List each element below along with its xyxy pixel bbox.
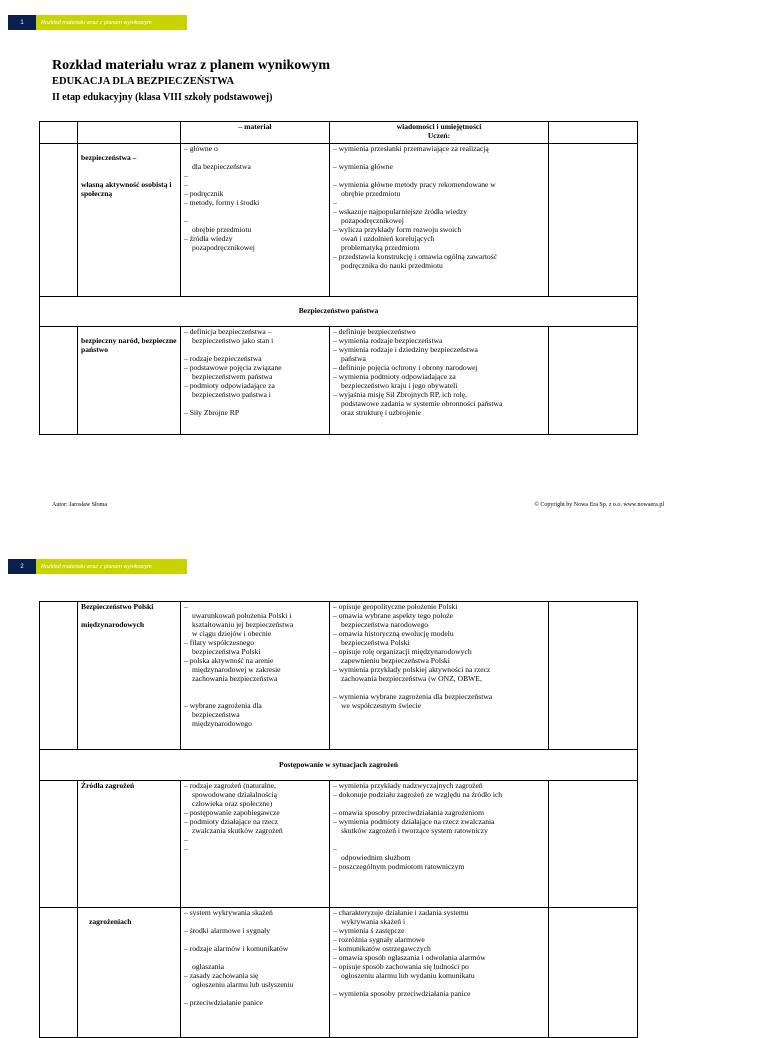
cell-line: – wymienia sposoby przeciwdziałania panice bbox=[333, 989, 471, 998]
cell-line: – wymienia główne metody pracy rekomendowane w bbox=[333, 180, 496, 189]
topic-cell: Źródła zagrożeń bbox=[78, 781, 181, 908]
cell-line: – dokonuje podziału zagrożeń ze względu na źródło ich bbox=[333, 790, 503, 799]
table-row bbox=[40, 144, 638, 297]
cell-line: – przedstawia konstrukcję i omawia ogólną zawartość bbox=[333, 252, 498, 261]
cell-line: – wymienia rodzaje i dziedziny bezpieczeństwa bbox=[333, 345, 478, 354]
cell-line: zwalczania skutków zagrożeń bbox=[192, 826, 283, 835]
cell-line: bezpieczeństwa narodowego bbox=[341, 620, 429, 629]
cell-line: pozapodręcznikowej bbox=[341, 216, 404, 225]
cell-line: – opisuje rolę organizacji międzynarodowych bbox=[333, 647, 472, 656]
cell-line: problematyką przedmiotu bbox=[341, 243, 420, 252]
cell-line bbox=[184, 208, 326, 217]
cell-line: – polska aktywność na arenie bbox=[184, 656, 274, 665]
cell-line: pozapodręcznikowej bbox=[192, 243, 255, 252]
cell-line: – wymienia ś zastępcze bbox=[333, 926, 405, 935]
document-title: Rozkład materiału wraz z planem wynikowym bbox=[52, 58, 331, 73]
cell-line: – Siły Zbrojne RP bbox=[184, 408, 240, 417]
cell-line: – zasady zachowania się bbox=[184, 971, 259, 980]
skills-cell bbox=[330, 602, 549, 750]
page-number-2: 2 bbox=[8, 559, 36, 574]
skills-cell bbox=[330, 144, 549, 297]
topic-cell: zagrożeniach bbox=[78, 908, 181, 1038]
cell-line: podręcznika do nauki przedmiotu bbox=[341, 261, 443, 270]
cell-line: w ciągu dziejów i obecnie bbox=[192, 629, 272, 638]
cell-line: zachowania bezpieczeństwa (w ONZ, OBWE, bbox=[341, 674, 482, 683]
cell-line: kształtowaniu jej bezpieczeństwa bbox=[192, 620, 294, 629]
cell-line: – przeciwdziałanie panice bbox=[184, 998, 263, 1007]
cell-line: – rozróżnia sygnały alarmowe bbox=[333, 935, 425, 944]
skills-cell bbox=[330, 781, 549, 908]
cell-line: bezpieczeństwem państwa bbox=[192, 372, 273, 381]
document-subtitle: EDUKACJA DLA BEZPIECZEŃSTWA bbox=[52, 76, 235, 87]
cell-line: obrębie przedmiotu bbox=[341, 189, 401, 198]
material-cell bbox=[181, 908, 330, 1038]
cell-line: owań i uzdolnień korelujących bbox=[341, 234, 435, 243]
cell-line: – wymienia podmioty działające na rzecz zwalczania bbox=[333, 817, 495, 826]
cell-line: – środki alarmowe i sygnały bbox=[184, 926, 271, 935]
cell-line: – bbox=[184, 602, 188, 611]
section-row bbox=[40, 750, 638, 781]
skills-cell bbox=[330, 327, 549, 435]
cell-line: państwa bbox=[341, 354, 366, 363]
cell-line: międzynarodowego bbox=[192, 719, 252, 728]
cell-line: bezpieczeństwa Polski bbox=[192, 647, 261, 656]
material-cell bbox=[181, 327, 330, 435]
page-header-band-2 bbox=[8, 559, 187, 574]
table-header-row bbox=[40, 122, 638, 144]
cell-line: wykrywania skażeń i bbox=[341, 917, 406, 926]
cell-line: odpowiednim służbom bbox=[341, 853, 411, 862]
cell-line: – rodzaje bezpieczeństwa bbox=[184, 354, 262, 363]
cell-line: podstawowe zadania w systemie obronności państwa bbox=[341, 399, 503, 408]
table-row bbox=[40, 602, 638, 750]
cell-line: – wylicza przykłady form rozwoju swoich bbox=[333, 225, 462, 234]
cell-line: – bbox=[333, 198, 337, 207]
cell-line: oraz strukturę i uzbrojenie bbox=[341, 408, 421, 417]
cell-line: ogłaszania bbox=[192, 962, 225, 971]
cell-line: – wymienia przesłanki przemawiające za realizacją bbox=[333, 144, 489, 153]
cell-line: – definiuje bezpieczeństwo bbox=[333, 327, 416, 336]
footer-author: Autor: Jarosław Słoma bbox=[52, 502, 107, 508]
cell-line: bezpieczeństwo jako stan i bbox=[192, 336, 274, 345]
cell-line: międzynarodowej w zakresie bbox=[192, 665, 281, 674]
topic-cell: Bezpieczeństwo Polski międzynarodowych bbox=[78, 602, 181, 750]
page-header-band bbox=[8, 15, 187, 30]
cell-line: – podstawowe pojęcia związane bbox=[184, 363, 282, 372]
cell-line: – bbox=[184, 180, 188, 189]
cell-line: – wymienia podmioty odpowiadające za bbox=[333, 372, 456, 381]
cell-line: – wybrane zagrożenia dla bbox=[184, 701, 262, 710]
cell-line: – charakteryzuje działanie i zadania systemu bbox=[333, 908, 469, 917]
cell-line: – źródła wiedzy bbox=[184, 234, 233, 243]
cell-line: – wymienia wybrane zagrożenia dla bezpieczeństwa bbox=[333, 692, 493, 701]
header-title: Rozkład materiału wraz z planem wynikowym bbox=[36, 15, 187, 30]
cell-line: – filary współczesnego bbox=[184, 638, 255, 647]
cell-line: we współczesnym świecie bbox=[341, 701, 422, 710]
cell-line: bezpieczeństwo państwa i bbox=[192, 390, 271, 399]
section-heading: Bezpieczeństwo państwa bbox=[40, 297, 638, 327]
cell-line bbox=[184, 684, 326, 693]
cell-line: ogłoszeniu alarmu lub wydaniu komunikatu bbox=[341, 971, 475, 980]
cell-line: – omawia sposób ogłaszania i odwołania alarmów bbox=[333, 953, 486, 962]
table-row bbox=[40, 327, 638, 435]
material-cell bbox=[181, 781, 330, 908]
cell-line bbox=[333, 836, 545, 845]
header-skills: wiadomości i umiejętności Uczeń: bbox=[330, 122, 549, 144]
cell-line: – wskazuje najpopularniejsze źródła wiedzy bbox=[333, 207, 468, 216]
cell-line: człowieka oraz społeczne) bbox=[192, 799, 273, 808]
section-heading: Postępowanie w sytuacjach zagrożeń bbox=[40, 750, 638, 781]
cell-line: – opisuje geopolityczne położenie Polski bbox=[333, 602, 458, 611]
footer-copyright: © Copyright by Nowa Era Sp. z o.o. www.nowaera.pl bbox=[534, 502, 664, 508]
cell-line: bezpieczeństwa bbox=[192, 710, 240, 719]
cell-line: – rodzaje zagrożeń (naturalne, bbox=[184, 781, 276, 790]
cell-line: – podręcznik bbox=[184, 189, 224, 198]
section-row bbox=[40, 297, 638, 327]
header-title-2: Rozkład materiału wraz z planem wynikowym bbox=[36, 559, 187, 574]
cell-line: – omawia wybrane aspekty tego położe bbox=[333, 611, 453, 620]
cell-line: – bbox=[184, 844, 188, 853]
cell-line: – komunikatów ostrzegawczych bbox=[333, 944, 431, 953]
table-row bbox=[40, 781, 638, 908]
cell-line: zapewnieniu bezpieczeństwa Polski bbox=[341, 656, 450, 665]
cell-line: bezpieczeństwa Polski bbox=[341, 638, 410, 647]
cell-line: spowodowane działalnością bbox=[192, 790, 277, 799]
cell-line: bezpieczeństwo kraju i jego obywateli bbox=[341, 381, 458, 390]
table-row bbox=[40, 908, 638, 1038]
cell-line: – wymienia przykłady polskiej aktywności na rzecz bbox=[333, 665, 491, 674]
cell-line: – podmioty odpowiadające za bbox=[184, 381, 275, 390]
cell-line: – metody, formy i środki bbox=[184, 198, 260, 207]
header-material: – materiał bbox=[181, 122, 330, 144]
plan-table-page1 bbox=[39, 121, 638, 435]
cell-line: – bbox=[333, 844, 337, 853]
cell-line: – wymienia przykłady nadzwyczajnych zagrożeń bbox=[333, 781, 483, 790]
page-number: 1 bbox=[8, 15, 36, 30]
cell-line: – wymienia główne bbox=[333, 162, 393, 171]
cell-line: – bbox=[184, 216, 188, 225]
cell-line: uwarunkowań położenia Polski i bbox=[192, 611, 292, 620]
cell-line: – poszczególnym podmiotom ratowniczym bbox=[333, 862, 465, 871]
document-subtitle-stage: II etap edukacyjny (klasa VIII szkoły podstawowej) bbox=[52, 92, 273, 103]
cell-line: – omawia sposoby przeciwdziałania zagrożeniom bbox=[333, 808, 484, 817]
cell-line: zachowania bezpieczeństwa bbox=[192, 674, 278, 683]
cell-line: – definicja bezpieczeństwa – bbox=[184, 327, 272, 336]
cell-line: – omawia historyczną ewolucję modelu bbox=[333, 629, 454, 638]
cell-line: – bbox=[184, 171, 188, 180]
plan-table-page2 bbox=[39, 601, 638, 1038]
cell-line: – bbox=[184, 835, 188, 844]
cell-line: – postępowanie zapobiegawcze bbox=[184, 808, 280, 817]
cell-line: – podmioty działające na rzecz bbox=[184, 817, 279, 826]
cell-line: ogłoszeniu alarmu lub usłyszeniu bbox=[192, 980, 294, 989]
cell-line: obrębie przedmiotu bbox=[192, 225, 252, 234]
cell-line: – opisuje sposób zachowania się ludności po bbox=[333, 962, 469, 971]
material-cell bbox=[181, 602, 330, 750]
cell-line: – definiuje pojęcia ochrony i obrony narodowej bbox=[333, 363, 478, 372]
cell-line: dla bezpieczeństwa bbox=[192, 162, 251, 171]
skills-cell bbox=[330, 908, 549, 1038]
topic-cell: bezpieczny naród, bezpieczne państwo bbox=[78, 327, 181, 435]
cell-line: skutków zagrożeń i tworzące system ratowniczy bbox=[341, 826, 488, 835]
cell-line: – wyjaśnia misję Sił Zbrojnych RP, ich rolę, bbox=[333, 390, 467, 399]
cell-line: – rodzaje alarmów i komunikatów bbox=[184, 944, 289, 953]
material-cell bbox=[181, 144, 330, 297]
cell-line: – wymienia rodzaje bezpieczeństwa bbox=[333, 336, 443, 345]
cell-line: – system wykrywania skażeń bbox=[184, 908, 273, 917]
topic-cell: bezpieczeństwa – własną aktywność osobistą i społeczną bbox=[78, 144, 181, 297]
cell-line: – główne o bbox=[184, 144, 218, 153]
